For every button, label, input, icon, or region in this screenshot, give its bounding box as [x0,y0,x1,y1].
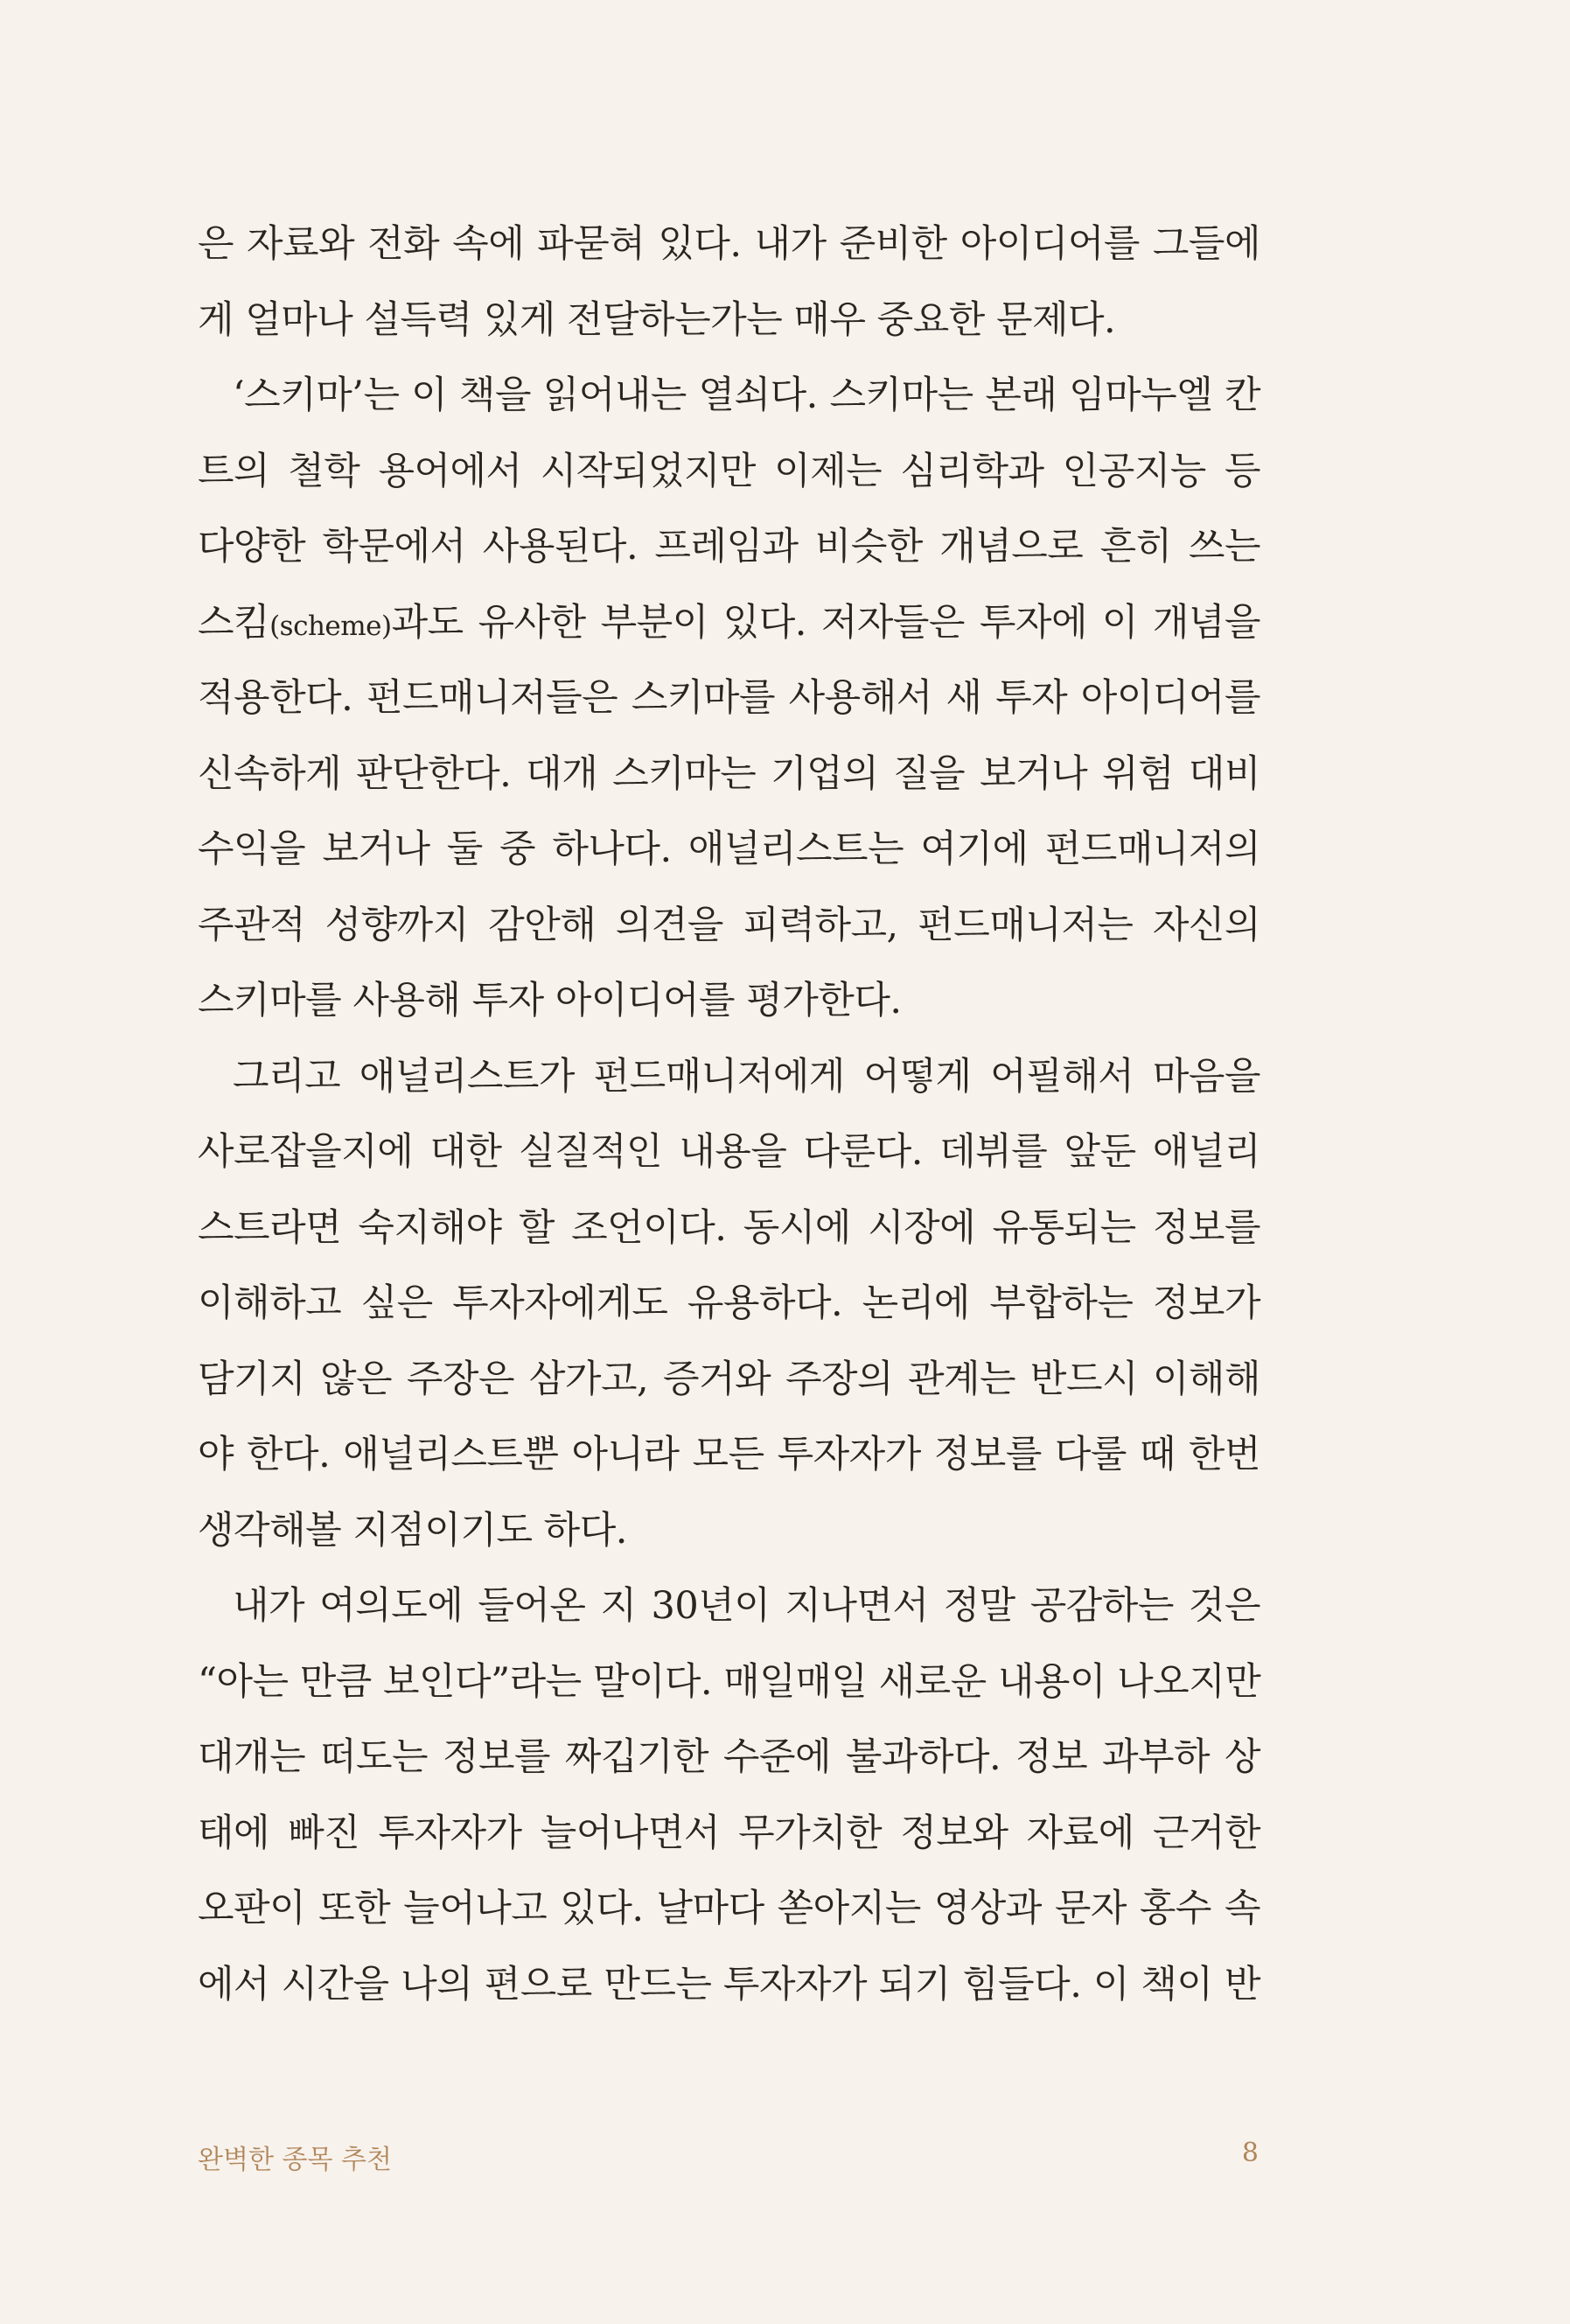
text-line: 그리고 애널리스트가 펀드매니저에게 어떻게 어필해서 마음을 [233,1054,1260,1099]
text-line: 적용한다. 펀드매니저들은 스키마를 사용해서 새 투자 아이디어를 [198,676,1260,720]
text-line: 신속하게 판단한다. 대개 스키마는 기업의 질을 보거나 위험 대비 [198,751,1260,796]
text-line: 사로잡을지에 대한 실질적인 내용을 다룬다. 데뷔를 앞둔 애널리 [198,1130,1260,1174]
text-line: 스키마를 사용해 투자 아이디어를 평가한다. [198,979,902,1022]
text-line: ‘스키마’는 이 책을 읽어내는 열쇠다. 스키마는 본래 임마누엘 칸 [233,373,1260,417]
text-line: 오판이 또한 늘어나고 있다. 날마다 쏟아지는 영상과 문자 홍수 속 [198,1887,1260,1930]
text-line: 내가 여의도에 들어온 지 30년이 지나면서 정말 공감하는 것은 [233,1584,1260,1628]
text-line: 이해하고 싶은 투자자에게도 유용하다. 논리에 부합하는 정보가 [198,1281,1260,1325]
footer-book-title: 완벽한 종목 추천 [198,2145,392,2175]
text-line: 대개는 떠도는 정보를 짜깁기한 수준에 불과하다. 정보 과부하 상 [198,1735,1260,1779]
text-line: 다양한 학문에서 사용된다. 프레임과 비슷한 개념으로 흔히 쓰는 [198,525,1260,569]
text-line: 야 한다. 애널리스트뿐 아니라 모든 투자자가 정보를 다룰 때 한번 [198,1433,1260,1476]
body-text [198,206,1260,2022]
text-line: 수익을 보거나 둘 중 하나다. 애널리스트는 여기에 펀드매니저의 [198,827,1260,871]
text-line: 은 자료와 전화 속에 파묻혀 있다. 내가 준비한 아이디어를 그들에 [198,222,1260,266]
text-line: 게 얼마나 설득력 있게 전달하는가는 매우 중요한 문제다. [198,297,1116,342]
text-line: 담기지 않은 주장은 삼가고, 증거와 주장의 관계는 반드시 이해해 [198,1357,1260,1401]
text-line: 트의 철학 용어에서 시작되었지만 이제는 심리학과 인공지능 등 [198,449,1260,493]
scheme-annotation: (scheme) [269,610,392,642]
text-line [198,585,1260,661]
text-fragment: 과도 유사한 부분이 있다. 저자들은 투자에 이 개념을 [391,600,1260,645]
page-number: 8 [1241,2138,1259,2168]
text-line: 스트라면 숙지해야 할 조언이다. 동시에 시장에 유통되는 정보를 [198,1205,1260,1250]
text-line: 태에 빠진 투자자가 늘어나면서 무가치한 정보와 자료에 근거한 [198,1811,1260,1855]
text-line: 주관적 성향까지 감안해 의견을 피력하고, 펀드매니저는 자신의 [198,903,1260,947]
text-line: 생각해볼 지점이기도 하다. [198,1508,627,1553]
text-fragment: 스킴 [198,600,270,645]
text-line: 에서 시간을 나의 편으로 만드는 투자자가 되기 힘들다. 이 책이 반 [198,1962,1260,2006]
text-line: “아는 만큼 보인다”라는 말이다. 매일매일 새로운 내용이 나오지만 [198,1659,1261,1704]
